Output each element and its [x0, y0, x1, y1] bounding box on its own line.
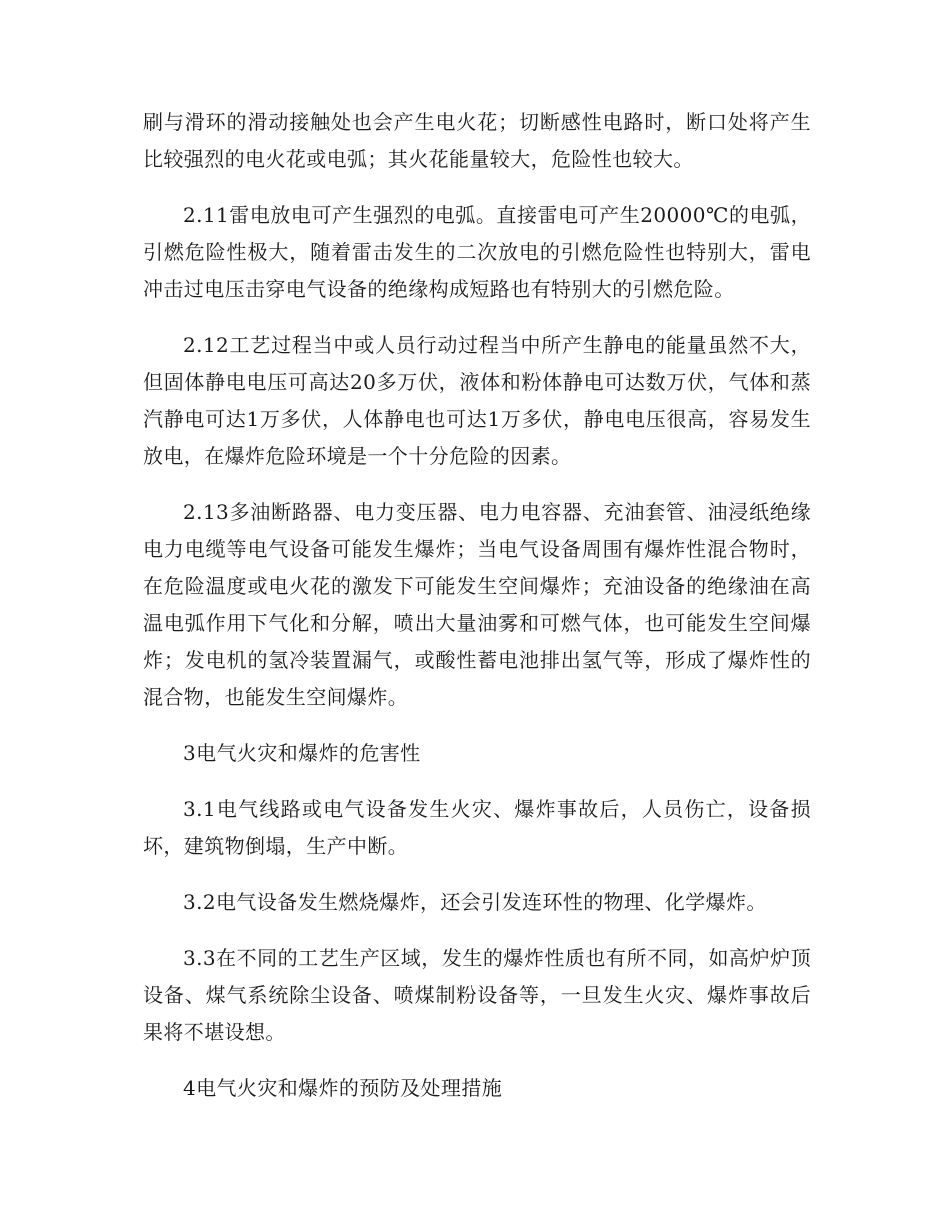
- paragraph-3-3: 3.3在不同的工艺生产区域，发生的爆炸性质也有所不同，如高炉炉顶设备、煤气系统除尘设备、喷煤制粉设备等，一旦发生火灾、爆炸事故后果将不堪设想。: [143, 946, 811, 1044]
- paragraph-2-13: 2.13多油断路器、电力变压器、电力电容器、充油套管、油浸纸绝缘电力电缆等电气设备可能发生爆炸；当电气设备周围有爆炸性混合物时，在危险温度或电火花的激发下可能发生空间爆炸；充油设备的绝缘油在高温电弧作用下气化和分解，喷出大量油雾和可燃气体，也可能发生空间爆炸；发电机的氢冷装置漏气，或酸性蓄电池排出氢气等，形成了爆炸性的混合物，也能发生空间爆炸。: [143, 500, 811, 709]
- paragraph-3-1: 3.1电气线路或电气设备发生火灾、爆炸事故后，人员伤亡，设备损坏，建筑物倒塌，生产中断。: [143, 797, 811, 858]
- paragraph-2-11: 2.11雷电放电可产生强烈的电弧。直接雷电可产生20000℃的电弧，引燃危险性极大，随着雷击发生的二次放电的引燃危险性也特别大，雷电冲击过电压击穿电气设备的绝缘构成短路也有特别大的引燃危险。: [143, 203, 811, 301]
- document-body: [143, 104, 811, 1126]
- paragraph-3-2: 3.2电气设备发生燃烧爆炸，还会引发连环性的物理、化学爆炸。: [183, 890, 767, 914]
- section-heading-4: 4电气火灾和爆炸的预防及处理措施: [183, 1076, 503, 1100]
- section-heading-3: 3电气火灾和爆炸的危害性: [183, 741, 421, 765]
- paragraph-continuation: 刷与滑环的滑动接触处也会产生电火花；切断感性电路时，断口处将产生比较强烈的电火花或电弧；其火花能量较大，危险性也较大。: [143, 110, 811, 171]
- paragraph-2-12: 2.12工艺过程当中或人员行动过程当中所产生静电的能量虽然不大，但固体静电电压可高达20多万伏，液体和粉体静电可达数万伏，气体和蒸汽静电可达1万多伏，人体静电也可达1万多伏，静电电压很高，容易发生放电，在爆炸危险环境是一个十分危险的因素。: [143, 333, 811, 468]
